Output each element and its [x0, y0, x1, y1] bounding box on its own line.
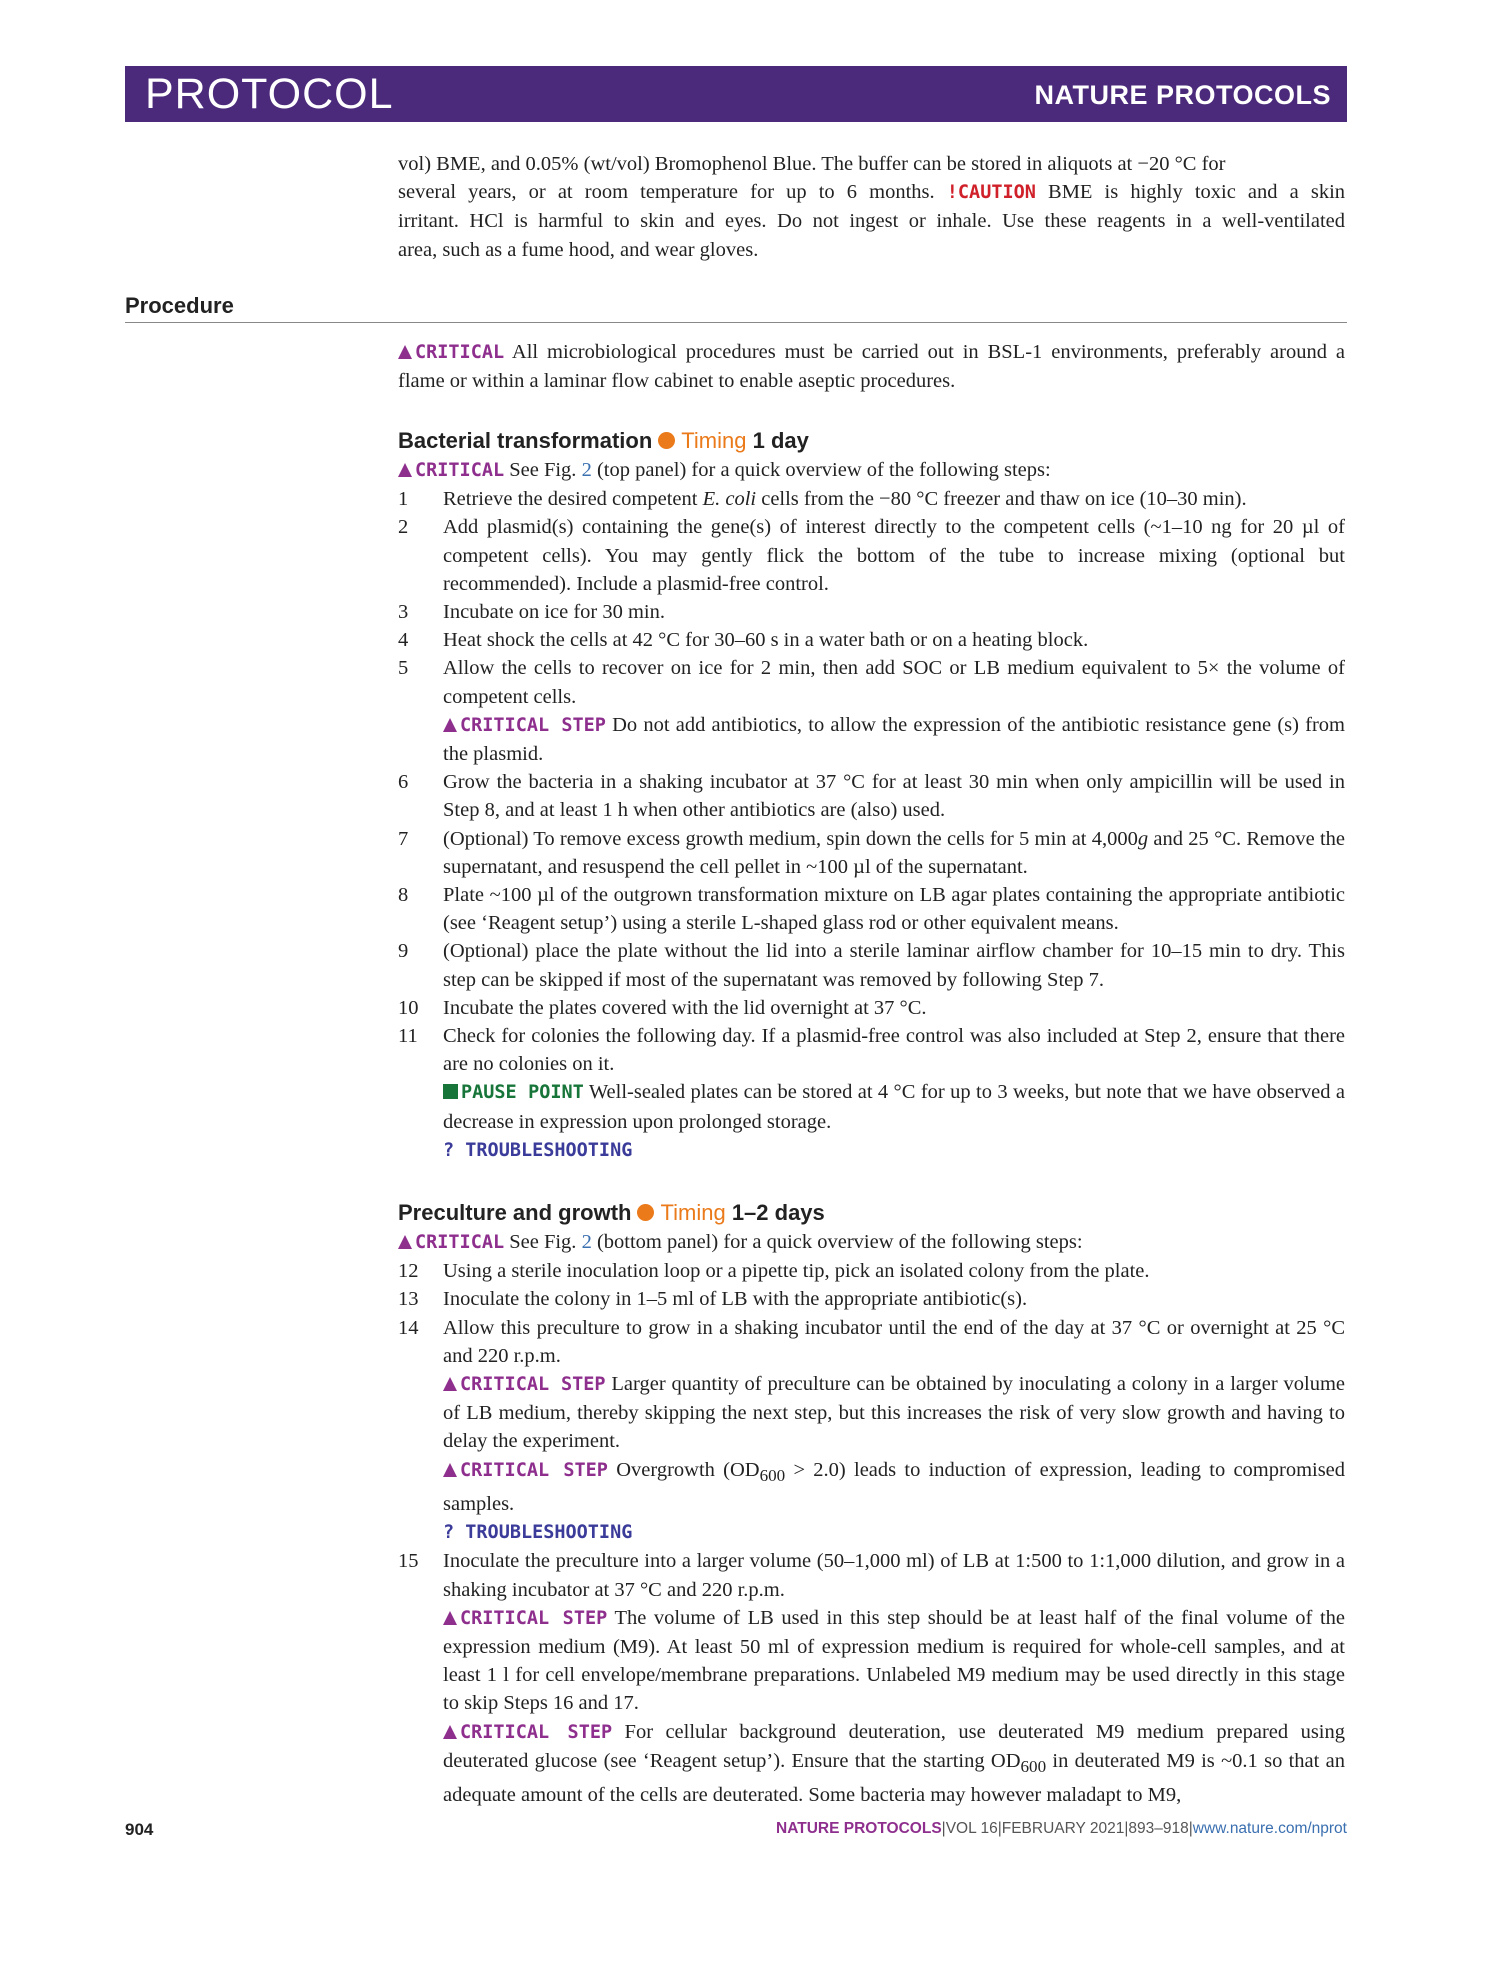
step-15-critical-step-2: CRITICAL STEP For cellular background deuteration, use deuterated M9 medium prepared using deuterated glucose (see ‘Reagent setup’). Ensure that the starting $OD_{600}$ in deuterated M9 is ~0.1 so that an adequate amount of the cells are deuterated. Some bacteria may however maladapt to M9,	[443, 1720, 1346, 1807]
timing-dot-icon	[637, 1204, 654, 1221]
section-1-heading: Bacterial transformation Timing 1 day	[398, 428, 809, 453]
step-13: 13 Inoculate the colony in 1–5 ml of LB with the appropriate antibiotic(s).	[398, 1288, 1028, 1311]
step-11-pause-point: PAUSE POINT Well-sealed plates can be stored at 4 °C for up to 3 weeks, but note that we have observed a decrease in expression upon prolonged storage.	[443, 1081, 1345, 1133]
step-15-critical-step-1: CRITICAL STEP The volume of LB used in this step should be at least half of the final volume of the expression medium (M9). At least 50 ml of expression medium is required for whole-cell samples, and at least 1 l for cell envelope/membrane preparations. Unlabeled M9 medium may be used directly in this stage to skip Steps 16 and 17.	[443, 1606, 1345, 1715]
critical-triangle-icon	[443, 1377, 457, 1391]
step-14-critical-step-1: CRITICAL STEP Larger quantity of preculture can be obtained by inoculating a colony in a larger volume of LB medium, thereby skipping the next step, but this increases the risk of very slow growth and having to delay the experiment.	[443, 1373, 1345, 1453]
step-1: 1 Retrieve the desired competent E. coli cells from the −80 °C freezer and thaw on ice (10–30 min).	[398, 488, 1247, 511]
step-11-troubleshooting	[398, 1136, 1345, 1165]
pause-square-icon	[443, 1084, 458, 1099]
step-5: 5 Allow the cells to recover on ice for 2 min, then add SOC or LB medium equivalent to 5× the volume of competent cells.	[398, 657, 1345, 708]
step-15: 15 Inoculate the preculture into a larger volume (50–1,000 ml) of LB at 1:500 to 1:1,000 dilution, and grow in a shaking incubator at 37 °C and 220 r.p.m.	[398, 1550, 1345, 1601]
step-6: 6 Grow the bacteria in a shaking incubator at 37 °C for at least 30 min when only ampicillin will be used in Step 8, and at least 1 h when other antibiotics are (also) used.	[398, 771, 1345, 822]
step-7: 7 (Optional) To remove excess growth medium, spin down the cells for 5 min at 4,000g and 25 °C. Remove the supernatant, and resuspend the cell pellet in ~100 µl of the supernatant.	[398, 827, 1345, 878]
procedure-heading	[125, 293, 1347, 323]
critical-triangle-icon	[398, 463, 412, 477]
step-8: 8 Plate ~100 µl of the outgrown transformation mixture on LB agar plates containing the appropriate antibiotic (see ‘Reagent setup’) using a sterile L-shaped glass rod or other equivalent means.	[398, 884, 1345, 935]
journal-url-link[interactable]: www.nature.com/nprot	[1192, 1820, 1347, 1837]
footer-citation: NATURE PROTOCOLS|VOL 16|FEBRUARY 2021|893–918|www.nature.com/nprot	[776, 1820, 1347, 1837]
header-journal-name: NATURE PROTOCOLS	[1034, 80, 1331, 110]
critical-triangle-icon	[443, 718, 457, 732]
page-footer	[125, 1820, 1347, 1844]
step-14: 14 Allow this preculture to grow in a shaking incubator until the end of the day at 37 °C or overnight at 25 °C and 220 r.p.m.	[398, 1316, 1345, 1367]
timing-dot-icon	[658, 432, 675, 449]
intro-line-4: area, such as a fume hood, and wear gloves.	[398, 238, 759, 261]
critical-label: CRITICAL	[398, 342, 504, 363]
procedure-title: Procedure	[125, 293, 234, 318]
section-bacterial-transformation	[398, 426, 1345, 1165]
figure-link[interactable]: 2	[581, 459, 592, 481]
troubleshooting-link[interactable]: ? TROUBLESHOOTING	[443, 1139, 633, 1161]
step-3: 3 Incubate on ice for 30 min.	[398, 601, 666, 624]
section-1-critical: CRITICAL See Fig. 2 (top panel) for a quick overview of the following steps:	[398, 456, 1345, 485]
critical-triangle-icon	[398, 345, 412, 359]
step-9: 9 (Optional) place the plate without the lid into a sterile laminar airflow chamber for 10–15 min to dry. This step can be skipped if most of the supernatant was removed by following Step 7.	[398, 940, 1345, 991]
procedure-critical-note: CRITICAL All microbiological procedures must be carried out in BSL-1 environments, preferably around a flame or within a laminar flow cabinet to enable aseptic procedures.	[398, 341, 1345, 393]
figure-link[interactable]: 2	[581, 1231, 592, 1253]
section-2-heading: Preculture and growth Timing 1–2 days	[398, 1200, 825, 1225]
intro-line-2: several years, or at room temperature for up to 6 months. !CAUTION BME is highly toxic and a skin	[398, 181, 1346, 204]
step-10: 10 Incubate the plates covered with the lid overnight at 37 °C.	[398, 996, 927, 1019]
critical-triangle-icon	[443, 1463, 457, 1477]
step-4: 4 Heat shock the cells at 42 °C for 30–60 s in a water bath or on a heating block.	[398, 629, 1089, 652]
critical-triangle-icon	[398, 1235, 412, 1249]
page-number: 904	[125, 1820, 154, 1839]
section-preculture-growth	[398, 1198, 1345, 1809]
step-12: 12 Using a sterile inoculation loop or a pipette tip, pick an isolated colony from the plate.	[398, 1260, 1150, 1283]
step-5-critical-step: CRITICAL STEP Do not add antibiotics, to allow the expression of the antibiotic resistance gene (s) from the plasmid.	[443, 713, 1345, 766]
header-banner	[125, 66, 1347, 122]
intro-line-1: vol) BME, and 0.05% (wt/vol) Bromophenol Blue. The buffer can be stored in aliquots at −20 °C for	[398, 153, 1226, 175]
header-protocol-label: PROTOCOL	[145, 70, 394, 118]
intro-paragraph	[398, 150, 1345, 264]
section-2-critical: CRITICAL See Fig. 2 (bottom panel) for a quick overview of the following steps:	[398, 1228, 1345, 1257]
troubleshooting-link[interactable]: ? TROUBLESHOOTING	[443, 1522, 633, 1544]
critical-triangle-icon	[443, 1725, 457, 1739]
intro-line-3: irritant. HCl is harmful to skin and eyes. Do not ingest or inhale. Use these reagents in a well-ventilated	[398, 210, 1345, 233]
step-14-troubleshooting	[398, 1518, 1345, 1547]
step-11: 11 Check for colonies the following day. If a plasmid-free control was also included at Step 2, ensure that there are no colonies on it.	[398, 1025, 1345, 1076]
caution-label: !CAUTION	[946, 182, 1036, 204]
step-2: 2 Add plasmid(s) containing the gene(s) of interest directly to the competent cells (~1–10 ng for 20 µl of competent cells). You may gently flick the bottom of the tube to increase mixing (optional but recommended). Include a plasmid-free control.	[398, 516, 1345, 595]
critical-triangle-icon	[443, 1611, 457, 1625]
step-14-critical-step-2: CRITICAL STEP Overgrowth $(OD_{600} > 2.0)$ leads to induction of expression, leading to compromised samples.	[443, 1458, 1346, 1515]
